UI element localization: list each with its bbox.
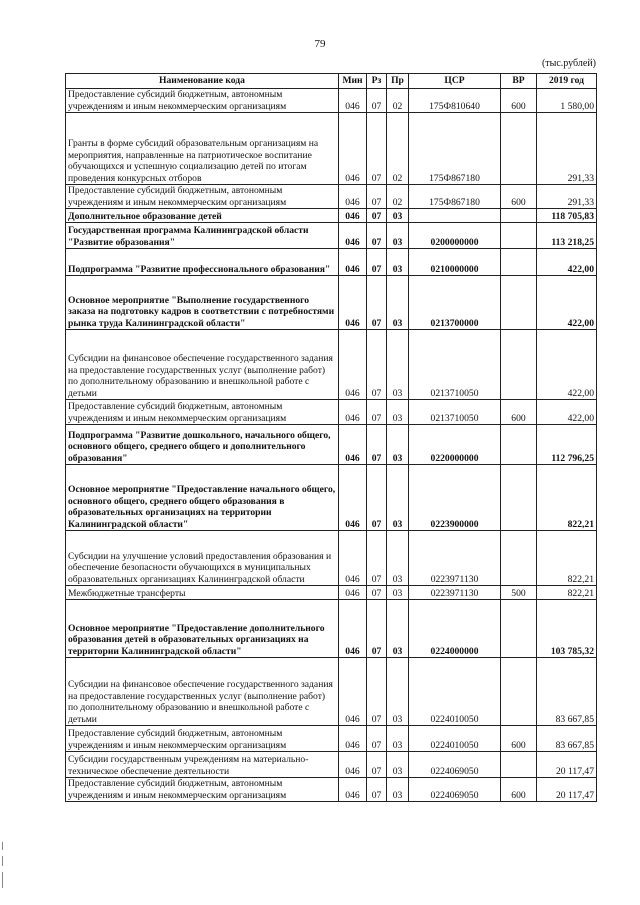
cell-name: Основное мероприятие "Предоставление дополнительного образования детей в образовательных организациях на территории Калининградской области" xyxy=(66,600,339,658)
cell-vr xyxy=(501,600,537,658)
cell-amount: 291,33 xyxy=(537,185,597,209)
cell-csr: 0224010050 xyxy=(409,658,501,726)
cell-csr: 0224000000 xyxy=(409,600,501,658)
cell-amount: 83 667,85 xyxy=(537,658,597,726)
cell-vr xyxy=(501,425,537,465)
cell-pr: 03 xyxy=(387,249,409,276)
cell-name: Подпрограмма "Развитие профессионального образования" xyxy=(66,249,339,276)
cell-vr xyxy=(501,531,537,586)
table-row xyxy=(66,276,597,330)
cell-min: 046 xyxy=(339,586,367,600)
cell-pr: 03 xyxy=(387,752,409,778)
cell-csr: 0223971130 xyxy=(409,531,501,586)
cell-rz: 07 xyxy=(367,752,387,778)
cell-rz: 07 xyxy=(367,209,387,223)
cell-amount: 118 705,83 xyxy=(537,209,597,223)
cell-name: Субсидии государственным учреждениям на материально-техническое обеспечение деятельности xyxy=(66,752,339,778)
cell-name: Основное мероприятие "Предоставление начального общего, основного общего, среднего общего образования в образовательных организациях на территории Калининградской области" xyxy=(66,465,339,531)
cell-csr xyxy=(409,209,501,223)
cell-min: 046 xyxy=(339,600,367,658)
table-row xyxy=(66,113,597,185)
cell-vr xyxy=(501,223,537,249)
cell-vr: 600 xyxy=(501,185,537,209)
cell-csr: 0224069050 xyxy=(409,778,501,802)
cell-amount: 822,21 xyxy=(537,531,597,586)
cell-min: 046 xyxy=(339,209,367,223)
cell-amount: 83 667,85 xyxy=(537,726,597,752)
cell-name: Государственная программа Калининградской области "Развитие образования" xyxy=(66,223,339,249)
cell-rz: 07 xyxy=(367,425,387,465)
cell-name: Дополнительное образование детей xyxy=(66,209,339,223)
cell-csr: 0200000000 xyxy=(409,223,501,249)
header-vr: ВР xyxy=(501,74,537,89)
cell-csr: 0213710050 xyxy=(409,330,501,400)
cell-rz: 07 xyxy=(367,223,387,249)
table-row xyxy=(66,249,597,276)
cell-pr: 02 xyxy=(387,185,409,209)
cell-pr: 03 xyxy=(387,531,409,586)
cell-csr: 175Ф810640 xyxy=(409,89,501,113)
cell-csr: 0224010050 xyxy=(409,726,501,752)
cell-csr: 0224069050 xyxy=(409,752,501,778)
cell-name: Субсидии на улучшение условий предоставления образования и обеспечение безопасности обучающихся в муниципальных образовательных организациях Калининградской области xyxy=(66,531,339,586)
cell-pr: 02 xyxy=(387,89,409,113)
units-label: (тыс.рублей) xyxy=(541,58,596,69)
cell-amount: 422,00 xyxy=(537,276,597,330)
cell-pr: 02 xyxy=(387,113,409,185)
cell-vr xyxy=(501,752,537,778)
cell-min: 046 xyxy=(339,249,367,276)
cell-vr xyxy=(501,209,537,223)
table-row xyxy=(66,425,597,465)
cell-pr: 03 xyxy=(387,778,409,802)
cell-min: 046 xyxy=(339,400,367,425)
cell-min: 046 xyxy=(339,113,367,185)
cell-csr: 0213710050 xyxy=(409,400,501,425)
table-row xyxy=(66,752,597,778)
margin-mark xyxy=(2,856,3,866)
cell-rz: 07 xyxy=(367,658,387,726)
cell-name: Предоставление субсидий бюджетным, автономным учреждениям и иным некоммерческим организациям xyxy=(66,185,339,209)
cell-min: 046 xyxy=(339,330,367,400)
cell-name: Предоставление субсидий бюджетным, автономным учреждениям и иным некоммерческим организациям xyxy=(66,778,339,802)
table-row xyxy=(66,400,597,425)
cell-pr: 03 xyxy=(387,209,409,223)
cell-name: Гранты в форме субсидий образовательным организациям на мероприятия, направленные на патриотическое воспитание обучающихся и успешную социализацию детей по итогам проведения конкурсных отборов xyxy=(66,113,339,185)
cell-amount: 422,00 xyxy=(537,330,597,400)
budget-table xyxy=(65,73,597,802)
cell-rz: 07 xyxy=(367,726,387,752)
cell-csr: 0213700000 xyxy=(409,276,501,330)
header-rz: Рз xyxy=(367,74,387,89)
cell-min: 046 xyxy=(339,531,367,586)
cell-pr: 03 xyxy=(387,425,409,465)
cell-min: 046 xyxy=(339,89,367,113)
cell-amount: 20 117,47 xyxy=(537,752,597,778)
table-row xyxy=(66,600,597,658)
table-body xyxy=(66,89,597,802)
cell-rz: 07 xyxy=(367,531,387,586)
table-row xyxy=(66,89,597,113)
table-row xyxy=(66,330,597,400)
header-amount: 2019 год xyxy=(537,74,597,89)
cell-amount: 291,33 xyxy=(537,113,597,185)
cell-csr: 175Ф867180 xyxy=(409,185,501,209)
cell-amount: 822,21 xyxy=(537,586,597,600)
cell-amount: 20 117,47 xyxy=(537,778,597,802)
cell-amount: 112 796,25 xyxy=(537,425,597,465)
cell-name: Предоставление субсидий бюджетным, автономным учреждениям и иным некоммерческим организациям xyxy=(66,89,339,113)
cell-rz: 07 xyxy=(367,330,387,400)
table-row xyxy=(66,465,597,531)
cell-rz: 07 xyxy=(367,89,387,113)
cell-pr: 03 xyxy=(387,726,409,752)
cell-pr: 03 xyxy=(387,600,409,658)
cell-rz: 07 xyxy=(367,113,387,185)
cell-csr: 0220000000 xyxy=(409,425,501,465)
cell-vr xyxy=(501,330,537,400)
cell-vr xyxy=(501,465,537,531)
table-header-row xyxy=(66,74,597,89)
cell-rz: 07 xyxy=(367,465,387,531)
cell-amount: 822,21 xyxy=(537,465,597,531)
cell-min: 046 xyxy=(339,658,367,726)
table-row xyxy=(66,531,597,586)
margin-mark xyxy=(2,872,3,888)
cell-pr: 03 xyxy=(387,276,409,330)
cell-vr xyxy=(501,249,537,276)
cell-vr: 600 xyxy=(501,778,537,802)
table-row xyxy=(66,778,597,802)
cell-csr: 0210000000 xyxy=(409,249,501,276)
cell-vr: 600 xyxy=(501,89,537,113)
cell-min: 046 xyxy=(339,185,367,209)
cell-csr: 175Ф867180 xyxy=(409,113,501,185)
cell-name: Субсидии на финансовое обеспечение государственного задания на предоставление государственных услуг (выполнение работ) по дополнительному образованию и внешкольной работе с детьми xyxy=(66,330,339,400)
cell-pr: 03 xyxy=(387,400,409,425)
cell-min: 046 xyxy=(339,752,367,778)
cell-min: 046 xyxy=(339,223,367,249)
cell-min: 046 xyxy=(339,465,367,531)
cell-name: Предоставление субсидий бюджетным, автономным учреждениям и иным некоммерческим организациям xyxy=(66,400,339,425)
table-row xyxy=(66,209,597,223)
table-row xyxy=(66,658,597,726)
page-number: 79 xyxy=(314,38,326,50)
cell-name: Подпрограмма "Развитие дошкольного, начального общего, основного общего, среднего общего и дополнительного образования" xyxy=(66,425,339,465)
cell-amount: 1 580,00 xyxy=(537,89,597,113)
cell-csr: 0223900000 xyxy=(409,465,501,531)
cell-min: 046 xyxy=(339,425,367,465)
header-name: Наименование кода xyxy=(66,74,339,89)
cell-amount: 422,00 xyxy=(537,249,597,276)
cell-name: Межбюджетные трансферты xyxy=(66,586,339,600)
cell-vr: 500 xyxy=(501,586,537,600)
cell-amount: 113 218,25 xyxy=(537,223,597,249)
header-csr: ЦСР xyxy=(409,74,501,89)
cell-pr: 03 xyxy=(387,223,409,249)
cell-rz: 07 xyxy=(367,400,387,425)
cell-min: 046 xyxy=(339,276,367,330)
cell-csr: 0223971130 xyxy=(409,586,501,600)
cell-min: 046 xyxy=(339,778,367,802)
cell-amount: 103 785,32 xyxy=(537,600,597,658)
cell-rz: 07 xyxy=(367,249,387,276)
cell-vr: 600 xyxy=(501,400,537,425)
cell-rz: 07 xyxy=(367,778,387,802)
cell-rz: 07 xyxy=(367,276,387,330)
cell-pr: 03 xyxy=(387,586,409,600)
cell-vr xyxy=(501,658,537,726)
cell-name: Субсидии на финансовое обеспечение государственного задания на предоставление государственных услуг (выполнение работ) по дополнительному образованию и внешкольной работе с детьми xyxy=(66,658,339,726)
table-row xyxy=(66,185,597,209)
cell-pr: 03 xyxy=(387,330,409,400)
cell-rz: 07 xyxy=(367,185,387,209)
header-min: Мин xyxy=(339,74,367,89)
cell-pr: 03 xyxy=(387,465,409,531)
header-pr: Пр xyxy=(387,74,409,89)
table-row xyxy=(66,223,597,249)
cell-vr: 600 xyxy=(501,726,537,752)
table-row xyxy=(66,586,597,600)
cell-rz: 07 xyxy=(367,600,387,658)
cell-rz: 07 xyxy=(367,586,387,600)
cell-amount: 422,00 xyxy=(537,400,597,425)
cell-name: Предоставление субсидий бюджетным, автономным учреждениям и иным некоммерческим организациям xyxy=(66,726,339,752)
margin-mark xyxy=(2,842,3,850)
cell-vr xyxy=(501,276,537,330)
cell-pr: 03 xyxy=(387,658,409,726)
cell-min: 046 xyxy=(339,726,367,752)
table-row xyxy=(66,726,597,752)
cell-name: Основное мероприятие "Выполнение государственного заказа на подготовку кадров в соответствии с потребностями рынка труда Калининградской области" xyxy=(66,276,339,330)
cell-vr xyxy=(501,113,537,185)
